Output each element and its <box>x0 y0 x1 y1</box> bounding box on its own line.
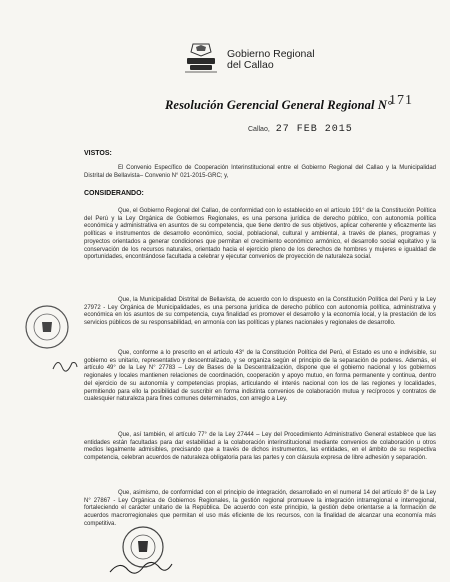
resolution-number: 171 <box>389 93 413 108</box>
considerando-paragraph-2 <box>84 297 436 328</box>
paragraph-text: Que, conforme a lo prescrito en el artículo 43° de la Constitución Política del Perú, el Estado es uno e indivisible, su gobierno es unitario, representativo y descentralizado, y se organiza según el principio de la separación de poderes. Además, el artículo 49° de la Ley N° 27783 – Ley de Bases de la Descentralización, dispone que el gobierno nacional y los gobiernos regionales y locales mantienen relaciones de coordinación, cooperación y apoyo mutuo, en forma permanente y continua, dentro del ejercicio de su autonomía y competencias propias, articulando el interés nacional con los de las regiones y localidades, permitiendo para ello la posibilidad de suscribir en forma indistinta convenios de colaboración mutua y recíprocos y contratos de cualesquier naturaleza para fines comunes determinados, con arreglo a Ley. <box>84 350 436 403</box>
org-line-1: Gobierno Regional <box>227 48 315 60</box>
resolution-title-row <box>165 93 435 112</box>
regional-crest-logo <box>183 42 219 76</box>
vistos-paragraph <box>84 165 436 180</box>
paragraph-text: Que, la Municipalidad Distrital de Bellavista, de acuerdo con lo dispuesto en la Constitución Política del Perú y la Ley 27972 - Ley Orgánica de Municipalidades, es una persona jurídica de derecho público con autonomía política, administrativa y económica en los asuntos de su competencia, cuya finalidad es promover el desarrollo y la economía local, y la prestación de los servicios públicos de su responsabilidad, en armonía con las políticas y planes nacionales y regionales de desarrollo. <box>84 297 436 327</box>
signature-scribble <box>106 556 176 580</box>
vistos-heading: VISTOS: <box>84 150 112 157</box>
official-seal-stamp <box>22 302 72 352</box>
paragraph-text: Que, el Gobierno Regional del Callao, de conformidad con lo establecido en el artículo 191° de la Constitución Política del Perú y la Ley Orgánica de Gobiernos Regionales, es una persona jurídica de derecho público, con autonomía política económica y administrativa en asuntos de su competencia, que tiene dentro de sus objetivos, aplicar coherente y eficazmente las políticas e instrumentos de desarrollo económico, social, poblacional, cultural y ambiental, a través de planes, programas y proyectos orientados a generar condiciones que permitan el crecimiento económico armónico, el desarrollo social equitativo y la conservación de los recursos naturales, orientado hacia el ejercicio pleno de los derechos de hombres y mujeres e igualdad de oportunidades, encontrándose facultada a celebrar y ejecutar convenios de proyección de naturaleza social. <box>84 208 436 261</box>
considerando-paragraph-1 <box>84 208 436 262</box>
organization-name <box>227 49 315 71</box>
considerando-paragraph-4 <box>84 432 436 463</box>
org-line-2: del Callao <box>227 59 274 71</box>
signature-initials <box>50 355 80 377</box>
resolution-title: Resolución Gerencial General Regional N° <box>165 98 393 112</box>
date-stamp: 27 FEB 2015 <box>275 124 353 135</box>
date-place: Callao, <box>248 126 270 133</box>
resolution-date <box>248 124 353 135</box>
vistos-text: El Convenio Específico de Cooperación Interinstitucional entre el Gobierno Regional del Callao y la Municipalidad Distrital de Bellavista– Convenio N° 021-2015-GRC; y, <box>84 165 436 179</box>
letterhead <box>183 42 343 82</box>
considerando-heading: CONSIDERANDO: <box>84 190 144 197</box>
considerando-paragraph-5 <box>84 490 436 529</box>
paragraph-text: Que, asimismo, de conformidad con el principio de integración, desarrollado en el numeral 14 del artículo 8° de la Ley N° 27867 - Ley Orgánica de Gobiernos Regionales, la gestión regional promueve la integración intrarregional e interregional, fortaleciendo el carácter unitario de la República. De acuerdo con este principio, la gestión debe orientarse a la formación de acuerdos macrorregionales que permitan el uso más eficiente de los recursos, con la finalidad de alcanzar una economía más competitiva. <box>84 490 436 527</box>
paragraph-text: Que, así también, el artículo 77° de la Ley 27444 – Ley del Procedimiento Administrativo General establece que las entidades están facultadas para dar estabilidad a la colaboración interinstitucional mediante convenios de colaboración u otros medios legalmente admisibles, precisando que a través de dichos instrumentos, las entidades, en el ámbito de su respectiva competencia, celebran acuerdos de naturaleza obligatoria para las partes y con cláusula expresa de libre adhesión y separación. <box>84 432 436 462</box>
considerando-paragraph-3 <box>84 350 436 404</box>
